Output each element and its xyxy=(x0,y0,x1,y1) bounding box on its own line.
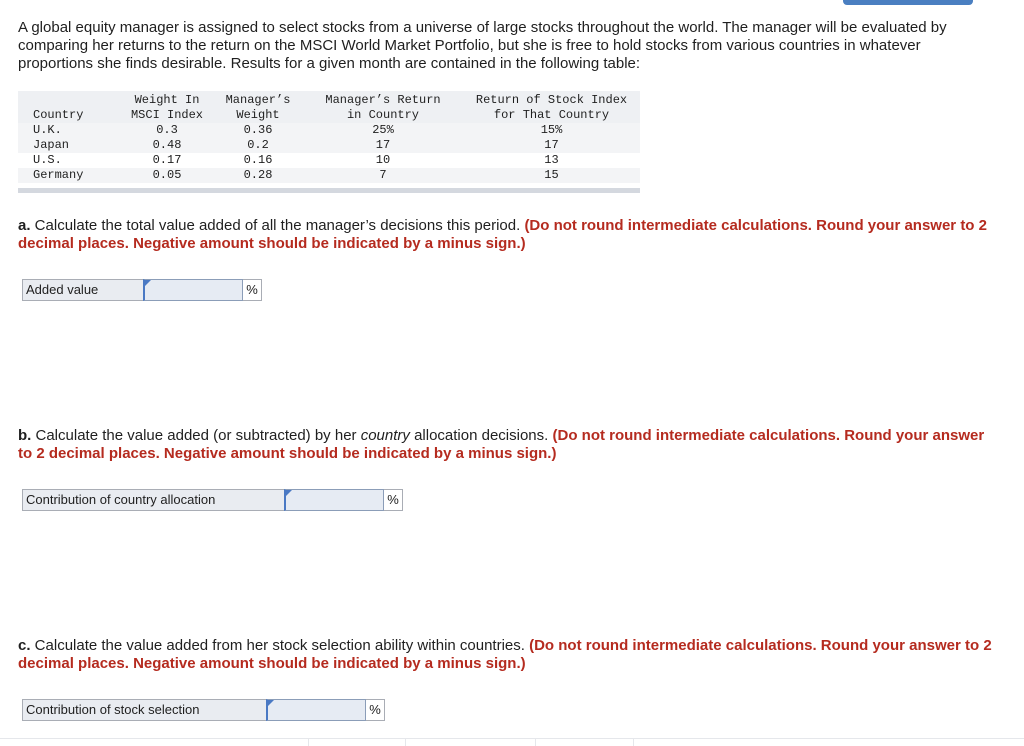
bottom-divider-tick xyxy=(308,738,309,746)
cell-manager-weight: 0.16 xyxy=(213,153,303,168)
stock-selection-input-box[interactable] xyxy=(266,699,366,721)
cell-manager-return: 7 xyxy=(303,168,463,183)
header-manager-weight: Manager’s Weight xyxy=(213,91,303,123)
cell-manager-return: 25% xyxy=(303,123,463,138)
table-row xyxy=(18,168,640,183)
stock-selection-unit: % xyxy=(365,699,385,721)
cell-manager-return: 10 xyxy=(303,153,463,168)
bottom-divider-tick xyxy=(633,738,634,746)
cell-manager-weight: 0.28 xyxy=(213,168,303,183)
cell-country: U.K. xyxy=(18,123,121,138)
cell-msci-weight: 0.48 xyxy=(121,138,213,153)
cell-country: Germany xyxy=(18,168,121,183)
header-country: Country xyxy=(18,91,121,123)
added-value-input[interactable] xyxy=(145,280,242,300)
added-value-label: Added value xyxy=(22,279,144,301)
cell-index-return: 13 xyxy=(463,153,640,168)
added-value-unit: % xyxy=(242,279,262,301)
cell-country: Japan xyxy=(18,138,121,153)
cell-msci-weight: 0.17 xyxy=(121,153,213,168)
header-manager-return: Manager’s Return in Country xyxy=(303,91,463,123)
answer-row-c xyxy=(22,699,385,721)
bottom-divider-tick xyxy=(405,738,406,746)
cell-msci-weight: 0.05 xyxy=(121,168,213,183)
bottom-divider-tick xyxy=(535,738,536,746)
table-row xyxy=(18,138,640,153)
cell-manager-weight: 0.2 xyxy=(213,138,303,153)
table-bottom-rule xyxy=(18,188,640,193)
cell-manager-weight: 0.36 xyxy=(213,123,303,138)
stock-selection-label: Contribution of stock selection xyxy=(22,699,267,721)
country-allocation-input-box[interactable] xyxy=(284,489,384,511)
cell-country: U.S. xyxy=(18,153,121,168)
cell-index-return: 15 xyxy=(463,168,640,183)
cell-manager-return: 17 xyxy=(303,138,463,153)
question-b: b. Calculate the value added (or subtracted) by her country allocation decisions. (Do not round intermediate calculations. Round your answer to 2 decimal places. Negative amount should be indicated by a minus sign.) xyxy=(18,427,985,462)
answer-row-a xyxy=(22,279,262,301)
question-a: a. Calculate the total value added of all the manager’s decisions this period. (Do not round intermediate calculations. Round your answer to 2 decimal places. Negative amount should be indicated by a minus sign.) xyxy=(18,217,987,252)
top-accent-bar xyxy=(843,0,973,5)
returns-table xyxy=(18,91,640,183)
stock-selection-input[interactable] xyxy=(268,700,365,720)
added-value-input-box[interactable] xyxy=(143,279,243,301)
table-row xyxy=(18,153,640,168)
header-index-return: Return of Stock Index for That Country xyxy=(463,91,640,123)
cell-index-return: 15% xyxy=(463,123,640,138)
country-allocation-input[interactable] xyxy=(286,490,383,510)
cell-index-return: 17 xyxy=(463,138,640,153)
answer-row-b xyxy=(22,489,403,511)
country-allocation-label: Contribution of country allocation xyxy=(22,489,285,511)
bottom-divider xyxy=(0,738,1024,739)
table-row xyxy=(18,123,640,138)
country-allocation-unit: % xyxy=(383,489,403,511)
question-c: c. Calculate the value added from her stock selection ability within countries. (Do not round intermediate calculations. Round your answer to 2 decimal places. Negative amount should be indicated by a minus sign.) xyxy=(18,637,992,672)
header-msci-weight: Weight In MSCI Index xyxy=(121,91,213,123)
problem-intro: A global equity manager is assigned to select stocks from a universe of large stocks throughout the world. The manager will be evaluated by comparing her returns to the return on the MSCI World Market Portfolio, but she is free to hold stocks from various countries in whatever proportions she finds desirable. Results for a given month are contained in the following table: xyxy=(18,19,947,72)
table-header-row xyxy=(18,91,640,123)
cell-msci-weight: 0.3 xyxy=(121,123,213,138)
